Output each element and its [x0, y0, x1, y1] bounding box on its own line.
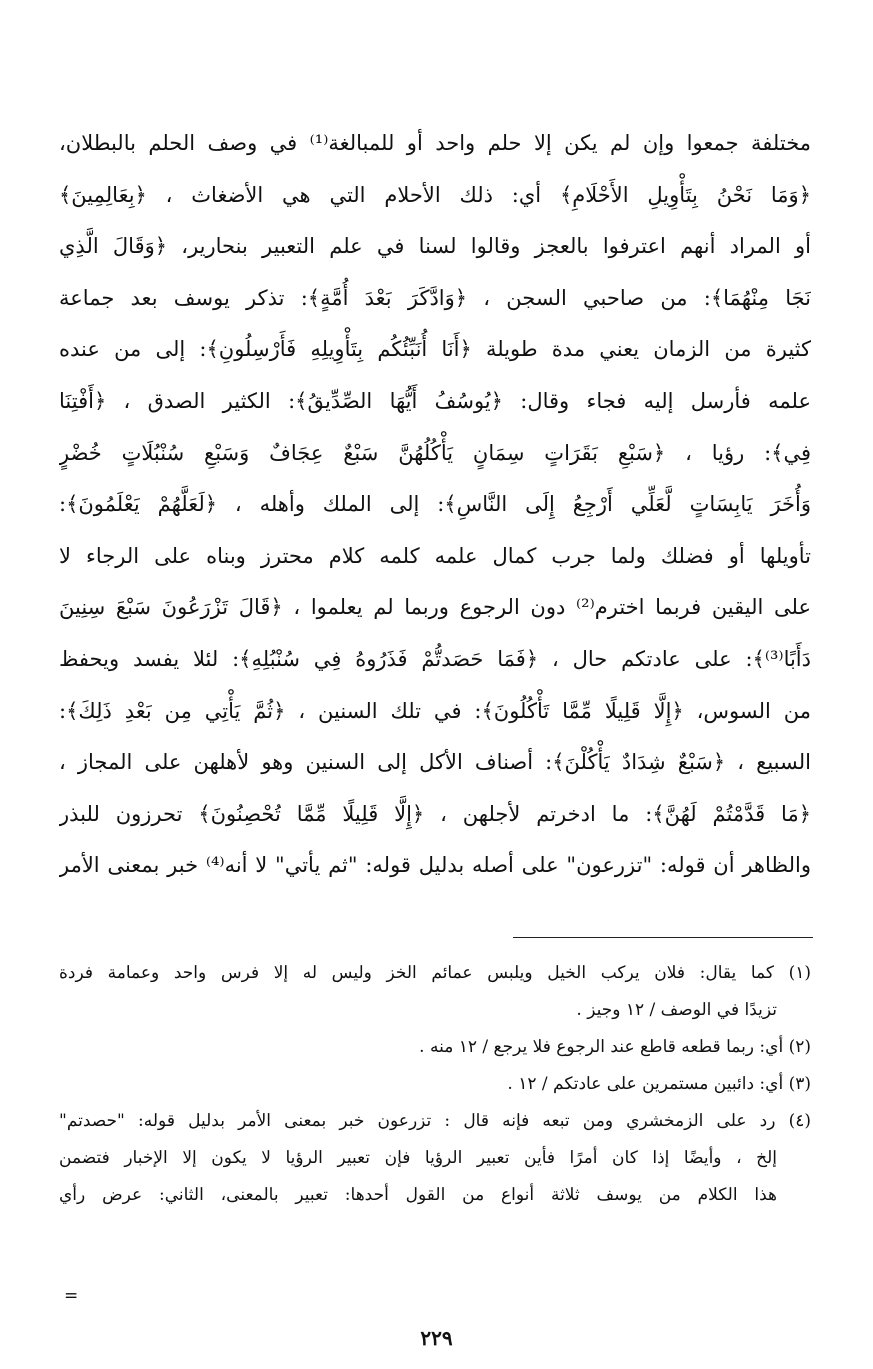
main-text-line: نَجَا مِنْهُمَا﴾: من صاحبي السجن ، ﴿وَادَّكَرَ بَعْدَ أُمَّةٍ﴾: تذكر يوسف بعد جماعة — [59, 285, 811, 310]
main-text-line: مختلفة جمعوا وإن لم يكن إلا حلم واحد أو للمبالغة⁽¹⁾ في وصف الحلم بالبطلان، — [59, 131, 811, 155]
footnote-1-continuation: تزيدًا في الوصف / ١٢ وجيز . — [576, 1000, 777, 1020]
main-text-line: تأويلها أو فضلك ولما جرب كمال علمه كلمه كلام محترز وبناه على الرجاء لا — [59, 543, 811, 568]
main-text-line: أو المراد أنهم اعترفوا بالعجز وقالوا لسنا في علم التعبير بنحارير، ﴿وَقَالَ الَّذِي — [59, 234, 811, 259]
footnote-4-continuation: هذا الكلام من يوسف ثلاثة أنواع من القول أحدها: تعبير بالمعنى، الثاني: عرض رأي — [59, 1185, 777, 1205]
footnote-4: (٤) رد على الزمخشري ومن تبعه فإنه قال : تزرعون خبر بمعنى الأمر بدليل قوله: "حصدتم" — [59, 1111, 811, 1131]
footnote-2: (٢) أي: ربما قطعه قاطع عند الرجوع فلا يرجع / ١٢ منه . — [419, 1037, 811, 1057]
main-text-line: والظاهر أن قوله: "تزرعون" على أصله بدليل قوله: "ثم يأتي" لا أنه⁽⁴⁾ خبر بمعنى الأمر — [59, 853, 811, 878]
footnote-divider — [513, 937, 813, 938]
main-text-line: فِي﴾: رؤيا ، ﴿سَبْعِ بَقَرَاتٍ سِمَانٍ يَأْكُلُهُنَّ سَبْعٌ عِجَافٌ وَسَبْعِ سُنْبُلَاتٍ خُضْرٍ — [59, 440, 811, 465]
footnote-4-continuation: إلخ ، وأيضًا إذا كان أمرًا فأين تعبير الرؤيا فإن تعبير الرؤيا لا يكون إلا الإخبار فتضمن — [59, 1148, 777, 1168]
footnotes-block — [59, 955, 811, 1214]
page-number: ٢٢٩ — [420, 1326, 453, 1350]
main-text-line: دَأَبًا⁽³⁾﴾: على عادتكم حال ، ﴿فَمَا حَصَدتُّمْ فَذَرُوهُ فِي سُنْبُلِهِ﴾: لئلا يفسد ويحفظ — [59, 646, 811, 671]
footnote-3: (٣) أي: دائبين مستمرين على عادتكم / ١٢ . — [507, 1074, 811, 1094]
footnote-1: (١) كما يقال: فلان يركب الخيل ويلبس عمائم الخز وليس له إلا فرس واحد وعمامة فردة — [59, 963, 811, 983]
main-text-line: السبيع ، ﴿سَبْعٌ شِدَادٌ يَأْكُلْنَ﴾: أصناف الأكل إلى السنين وهو لأهلهن على المجاز ، — [59, 750, 811, 775]
main-text-line: على اليقين فربما اخترم⁽²⁾ دون الرجوع وربما لم يعلموا ، ﴿قَالَ تَزْرَعُونَ سَبْعَ سِنِينَ — [59, 595, 811, 620]
footnote-continuation-mark: = — [64, 1286, 79, 1306]
main-text-block — [59, 118, 811, 892]
main-text-line: من السوس، ﴿إِلَّا قَلِيلًا مِّمَّا تَأْكُلُونَ﴾: في تلك السنين ، ﴿ثُمَّ يَأْتِي مِن بَعْدِ ذَلِكَ﴾: — [59, 698, 811, 723]
main-text-line: ﴿وَمَا نَحْنُ بِتَأْوِيلِ الأَحْلَامِ﴾ أي: ذلك الأحلام التي هي الأضغاث ، ﴿بِعَالِمِينَ﴾ — [59, 182, 811, 207]
main-text-line: كثيرة من الزمان يعني مدة طويلة ﴿أَنَا أُنَبِّئُكُم بِتَأْوِيلِهِ فَأَرْسِلُونِ﴾: إلى من عنده — [59, 337, 811, 362]
main-text-line: وَأُخَرَ يَابِسَاتٍ لَّعَلِّي أَرْجِعُ إِلَى النَّاسِ﴾: إلى الملك وأهله ، ﴿لَعَلَّهُمْ يَعْلَمُونَ﴾: — [59, 492, 811, 517]
main-text-line: علمه فأرسل إليه فجاء وقال: ﴿يُوسُفُ أَيُّهَا الصِّدِّيقُ﴾: الكثير الصدق ، ﴿أَفْتِنَا — [59, 388, 811, 413]
main-text-line: ﴿مَا قَدَّمْتُمْ لَهُنَّ﴾: ما ادخرتم لأجلهن ، ﴿إِلَّا قَلِيلًا مِّمَّا تُحْصِنُونَ﴾ تحرزون للبذر — [59, 801, 811, 826]
